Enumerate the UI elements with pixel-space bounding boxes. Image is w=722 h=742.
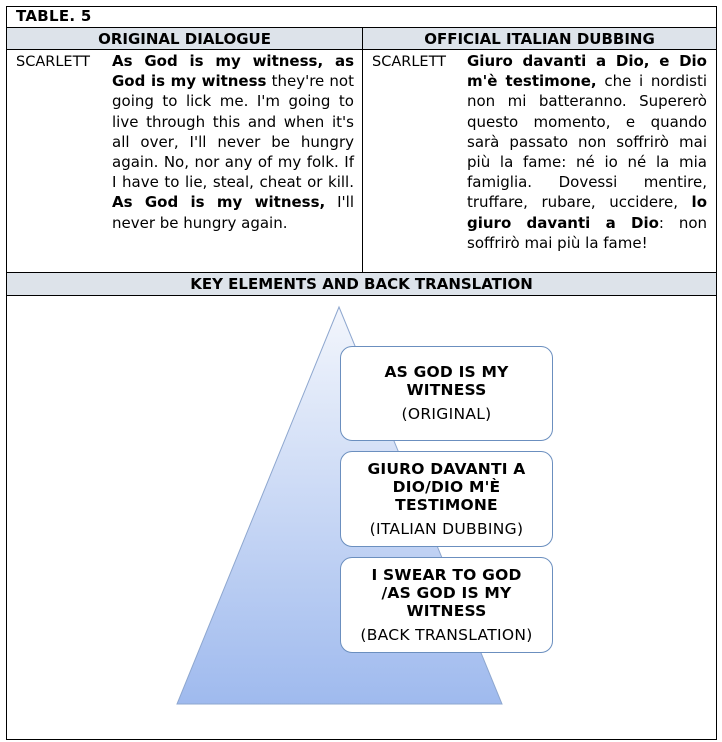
emphasized-phrase: Giuro davanti a Dio, e Dio m'è testimone, [467, 52, 707, 91]
key-element-card [340, 451, 553, 547]
key-element-subtitle: (BACK TRANSLATION) [360, 626, 533, 644]
key-element-card [340, 346, 553, 441]
header-dubbing-label: OFFICIAL ITALIAN DUBBING [424, 29, 655, 48]
header-key-label: KEY ELEMENTS AND BACK TRANSLATION [190, 275, 533, 293]
key-element-title: AS GOD IS MY WITNESS [384, 363, 509, 399]
emphasized-phrase: As God is my witness, [112, 193, 326, 212]
dialogue-segment: che i nordisti non mi batteranno. Supererò questo momento, e quando sarà passato non soffrirò mai più la fame: né io né la mia famiglia. Dovessi mentire, truffare, rubare, uccidere, [467, 72, 707, 212]
dubbing-speaker: SCARLETT [372, 54, 447, 70]
original-speaker: SCARLETT [16, 54, 91, 70]
dialogue-segment: I'll never be hungry again. [112, 193, 354, 232]
dialogue-segment: : non soffrirò mai più la fame! [467, 213, 708, 252]
key-element-title: I SWEAR TO GOD /AS GOD IS MY WITNESS [371, 566, 522, 620]
key-element-subtitle: (ORIGINAL) [401, 405, 492, 423]
key-element-title: GIURO DAVANTI A DIO/DIO M'È TESTIMONE [367, 460, 526, 514]
emphasized-phrase: lo giuro davanti a Dio [467, 193, 707, 232]
header-original-label: ORIGINAL DIALOGUE [98, 29, 271, 48]
key-element-subtitle: (ITALIAN DUBBING) [369, 520, 524, 538]
table-label: TABLE. 5 [16, 7, 92, 25]
emphasized-phrase: As God is my witness, as God is my witness [112, 52, 354, 91]
dialogue-segment: they're not going to lick me. I'm going to live through this and when it's all over, I'll never be hungry again. No, nor any of my folk. If I have to lie, steal, cheat or kill. [112, 72, 354, 192]
key-element-card [340, 557, 553, 653]
